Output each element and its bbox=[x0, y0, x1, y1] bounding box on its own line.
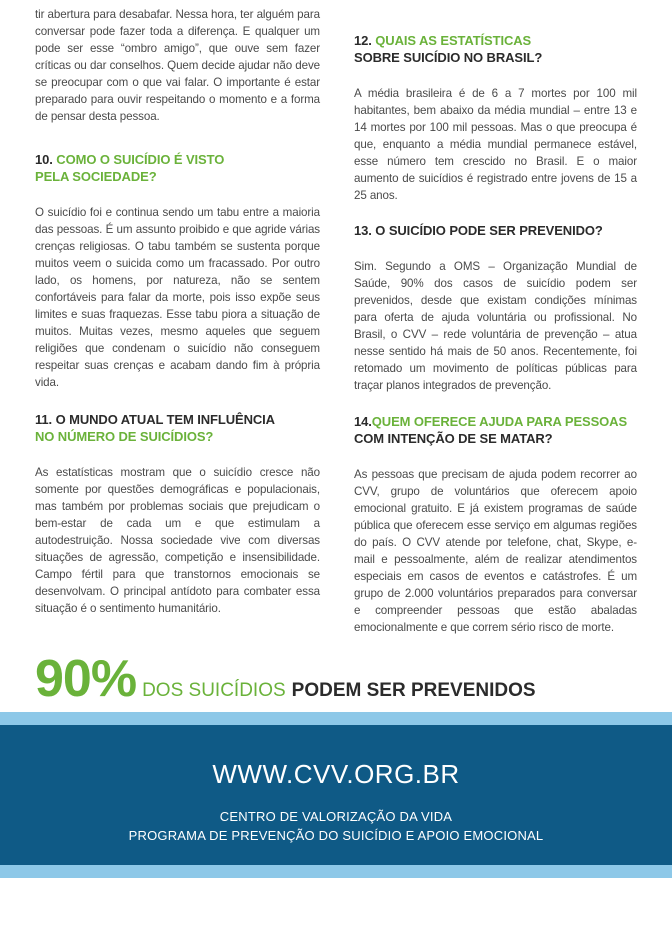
left-column bbox=[35, 0, 320, 617]
section-14-number: 14. bbox=[354, 414, 372, 429]
footer-url-link[interactable]: WWW.CVV.ORG.BR bbox=[212, 759, 460, 789]
section-11-title-line1: O MUNDO ATUAL TEM INFLUÊNCIA bbox=[55, 412, 275, 427]
highlight-percent: 90% bbox=[35, 650, 137, 708]
footer-band-bottom-stripe bbox=[0, 865, 672, 878]
section-14-title bbox=[354, 413, 637, 447]
section-11-body: As estatísticas mostram que o suicídio cresce não somente por questões demográficas e populacionais, mas também por problemas sociais que prejudicam o bem-estar de cada um e que estimulam a autodestruição. Nossa sociedade vive com diversas situações de agressão, competição e insensibilidade. Campo fértil para que transtornos emocionais se desenvolvam. O principal antídoto para combater essa situação é o sentimento humanitário. bbox=[35, 466, 320, 615]
footer-org-line2: PROGRAMA DE PREVENÇÃO DO SUICÍDIO E APOIO EMOCIONAL bbox=[128, 828, 544, 843]
section-11-title bbox=[35, 411, 320, 445]
section-13-title-text: O SUICÍDIO PODE SER PREVENIDO? bbox=[375, 223, 603, 238]
section-12-number: 12. bbox=[354, 33, 372, 48]
section-11-number: 11. bbox=[35, 412, 53, 427]
section-12-body: A média brasileira é de 6 a 7 mortes por 100 mil habitantes, bem abaixo da média mundial – entre 13 e 14 mortes por 100 mil pessoas. Mas o que preocupa é que, enquanto a média mundial permanece estável, esse número tem crescido no Brasil. E o maior aumento de suicídios é registrado entre jovens de 15 a 25 anos. bbox=[354, 87, 637, 202]
highlight-statistic bbox=[35, 648, 536, 710]
section-13-body: Sim. Segundo a OMS – Organização Mundial de Saúde, 90% dos casos de suicídio podem ser prevenidos, desde que existam condições mínimas para oferta de ajuda voluntária ou profissional. No Brasil, o CVV – rede voluntária de prevenção – atua nesse sentido há mais de 50 anos. Recentemente, foi retomado um movimento de políticas públicas para traçar planos integrados de prevenção. bbox=[354, 260, 637, 392]
section-14-body: As pessoas que precisam de ajuda podem recorrer ao CVV, grupo de voluntários que oferecem apoio emocional gratuito. E já existem programas de saúde pública que oferecem esse serviço em algumas regiões do país. O CVV atende por telefone, chat, Skype, e-mail e pessoalmente, além de realizar atendimentos especiais em casos de eventos e catástrofes. É um grupo de 2.000 voluntários preparados para conversar e compreender pessoas que estão abaladas emocionalmente e que correm sério risco de morte. bbox=[354, 468, 637, 634]
highlight-bold-text: PODEM SER PREVENIDOS bbox=[291, 680, 536, 701]
section-13-number: 13. bbox=[354, 223, 372, 238]
section-10-title bbox=[35, 151, 320, 185]
section-14-title-line2: COM INTENÇÃO DE SE MATAR? bbox=[354, 431, 553, 446]
highlight-light-text: DOS SUICÍDIOS bbox=[142, 680, 286, 701]
section-13-title bbox=[354, 222, 637, 239]
section-12-title-line1: QUAIS AS ESTATÍSTICAS bbox=[375, 33, 532, 48]
footer-org-line1: CENTRO DE VALORIZAÇÃO DA VIDA bbox=[219, 809, 453, 824]
footer-band-top-stripe bbox=[0, 712, 672, 725]
section-10-title-line2: PELA SOCIEDADE? bbox=[35, 169, 157, 184]
section-11-title-line2: NO NÚMERO DE SUICÍDIOS? bbox=[35, 429, 214, 444]
footer-organization bbox=[0, 807, 672, 845]
intro-paragraph: tir abertura para desabafar. Nessa hora, ter alguém para conversar pode fazer toda a diferença. E qualquer um pode ser esse “ombro amigo”, que ouve sem fazer críticas ou dar conselhos. Quem decide ajudar não deve se preocupar com o que vai falar. O importante é estar preparado para ouvir respeitando o momento e a forma de pensar desta pessoa. bbox=[35, 8, 320, 123]
section-12-title bbox=[354, 32, 637, 66]
section-10-number: 10. bbox=[35, 152, 53, 167]
section-10-body: O suicídio foi e continua sendo um tabu entre a maioria das pessoas. É um assunto proibido e que agride várias crenças religiosas. O tabu também se sustenta porque muitos veem o suicida como um fracassado. Por outro lado, os homens, por natureza, não se sentem confortáveis para falar da morte, pois isso expõe seus limites e suas fraquezas. Esse tabu piora a situação de muitos. Muitas vezes, mesmo aqueles que seguem religiões que condenam o suicídio não conseguem respeitar suas crenças e acabam dando fim à própria vida. bbox=[35, 206, 320, 389]
section-10-title-line1: COMO O SUICÍDIO É VISTO bbox=[56, 152, 225, 167]
footer-band bbox=[0, 725, 672, 865]
right-column bbox=[354, 0, 637, 636]
section-12-title-line2: SOBRE SUICÍDIO NO BRASIL? bbox=[354, 50, 543, 65]
section-14-title-line1: QUEM OFERECE AJUDA PARA PESSOAS bbox=[371, 414, 628, 429]
